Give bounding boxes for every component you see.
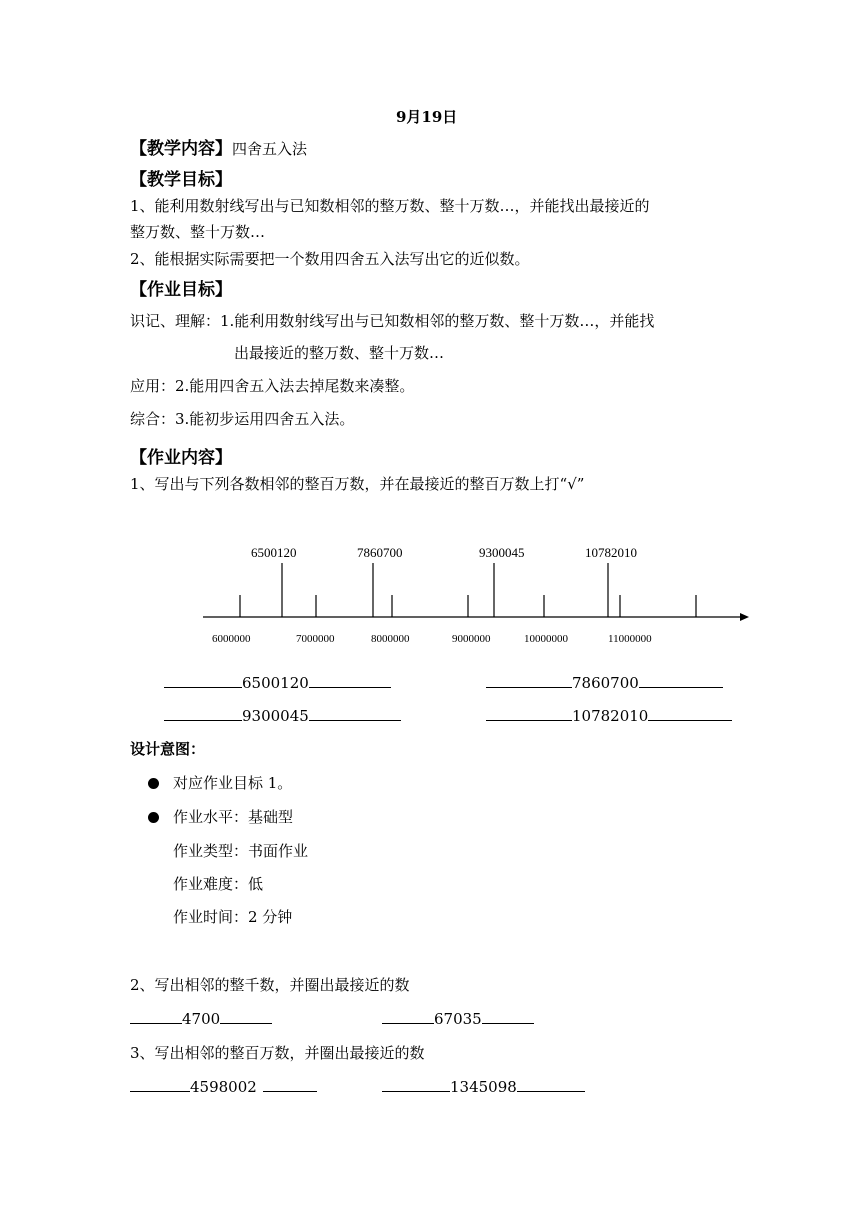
answer-blank-left[interactable] — [382, 1077, 450, 1092]
answer-blank-left[interactable] — [130, 1009, 182, 1024]
answer-blank-right[interactable] — [482, 1009, 534, 1024]
q2-value: 4700 — [182, 1010, 221, 1028]
tick-label: 6000000 — [212, 633, 251, 645]
answer-blank-left[interactable] — [164, 673, 242, 688]
marker-label: 7860700 — [357, 545, 403, 560]
q1-blank-row — [486, 706, 732, 725]
q1-value: 6500120 — [242, 674, 309, 692]
homework-goal-line: 识记、理解：1.能利用数射线写出与已知数相邻的整万数、整十万数…，并能找 — [130, 312, 655, 330]
marker-label: 10782010 — [585, 545, 637, 560]
question-2-text: 2、写出相邻的整千数，并圈出最接近的数 — [130, 976, 410, 994]
tick-label: 8000000 — [371, 633, 410, 645]
homework-goals-label: 【作业目标】 — [130, 280, 232, 300]
q1-value: 7860700 — [572, 674, 639, 692]
marker-label: 9300045 — [479, 545, 525, 560]
q1-blank-row — [486, 673, 723, 692]
homework-goal-line: 出最接近的整万数、整十万数… — [234, 344, 445, 362]
answer-blank-right[interactable] — [639, 673, 723, 688]
q1-value: 10782010 — [572, 707, 649, 725]
bullet-icon — [148, 778, 159, 789]
homework-difficulty: 作业难度：低 — [173, 875, 264, 893]
q3-value: 1345098 — [450, 1078, 517, 1096]
answer-blank-left[interactable] — [164, 706, 242, 721]
q3-blank-row — [130, 1077, 317, 1096]
teaching-content-label: 【教学内容】 — [130, 139, 232, 159]
answer-blank-left[interactable] — [130, 1077, 190, 1092]
q3-blank-row — [382, 1077, 585, 1096]
answer-blank-left[interactable] — [486, 706, 572, 721]
answer-blank-left[interactable] — [486, 673, 572, 688]
homework-time: 作业时间：2 分钟 — [173, 908, 293, 926]
answer-blank-right[interactable] — [263, 1077, 317, 1092]
tick-label: 10000000 — [524, 633, 568, 645]
number-line-arrow — [740, 613, 749, 621]
q1-blank-row — [164, 673, 391, 692]
q2-value: 67035 — [434, 1010, 482, 1028]
bullet-text: 对应作业目标 1。 — [173, 774, 293, 792]
question-3-text: 3、写出相邻的整百万数，并圈出最接近的数 — [130, 1044, 425, 1062]
marker-label: 6500120 — [251, 545, 297, 560]
q3-value: 4598002 — [190, 1078, 257, 1096]
teaching-goal-line: 2、能根据实际需要把一个数用四舍五入法写出它的近似数。 — [130, 250, 530, 268]
design-intent-bullet — [148, 772, 292, 793]
question-1-text: 1、写出与下列各数相邻的整百万数，并在最接近的整百万数上打“√” — [130, 475, 585, 493]
bullet-icon — [148, 812, 159, 823]
homework-content-label: 【作业内容】 — [130, 448, 232, 468]
homework-type: 作业类型：书面作业 — [173, 842, 309, 860]
answer-blank-right[interactable] — [648, 706, 732, 721]
design-intent-title: 设计意图： — [130, 740, 206, 758]
teaching-content-text: 四舍五入法 — [232, 140, 308, 158]
answer-blank-left[interactable] — [382, 1009, 434, 1024]
teaching-goal-line: 整万数、整十万数… — [130, 223, 266, 241]
teaching-goals-label: 【教学目标】 — [130, 170, 232, 190]
answer-blank-right[interactable] — [309, 673, 391, 688]
q2-blank-row — [382, 1009, 534, 1028]
teaching-goal-line: 1、能利用数射线写出与已知数相邻的整万数、整十万数…，并能找出最接近的 — [130, 197, 650, 215]
homework-goal-line: 综合：3.能初步运用四舍五入法。 — [130, 410, 355, 428]
q1-blank-row — [164, 706, 401, 725]
tick-label: 7000000 — [296, 633, 335, 645]
tick-label: 9000000 — [452, 633, 491, 645]
answer-blank-right[interactable] — [309, 706, 401, 721]
answer-blank-right[interactable] — [220, 1009, 272, 1024]
bullet-text: 作业水平：基础型 — [173, 808, 294, 826]
date-heading: 9月19日 — [396, 108, 458, 126]
answer-blank-right[interactable] — [517, 1077, 585, 1092]
q2-blank-row — [130, 1009, 272, 1028]
design-intent-bullet — [148, 806, 293, 827]
q1-value: 9300045 — [242, 707, 309, 725]
homework-goal-line: 应用：2.能用四舍五入法去掉尾数来凑整。 — [130, 377, 415, 395]
tick-label: 11000000 — [608, 633, 652, 645]
